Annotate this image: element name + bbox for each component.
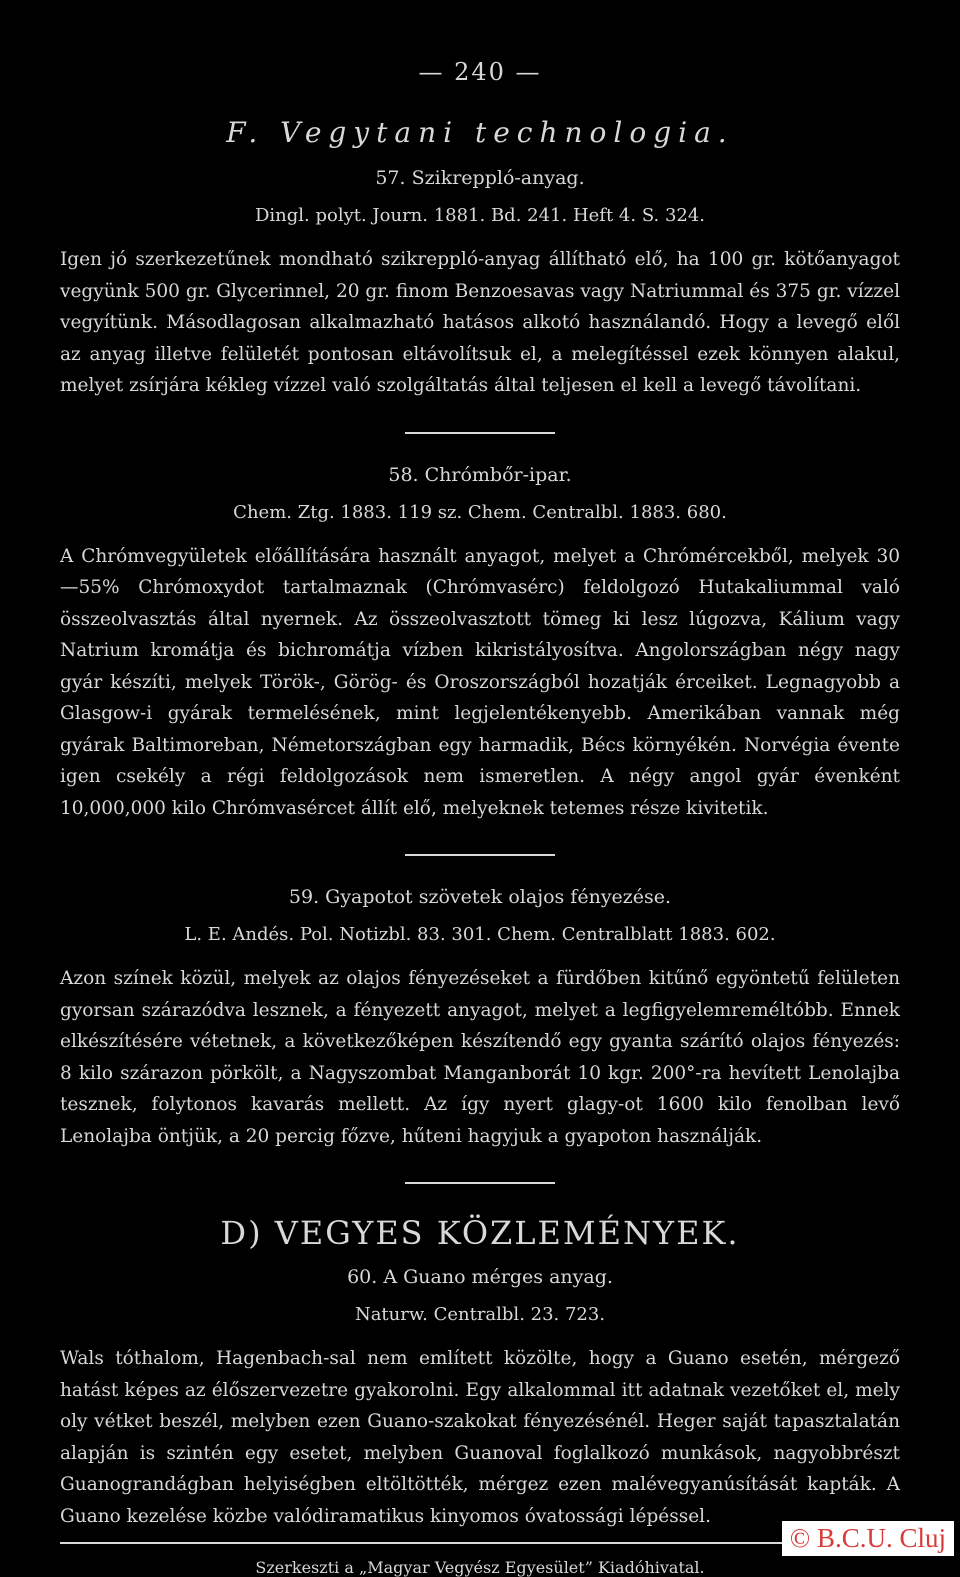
section-divider xyxy=(405,1182,555,1184)
document-page xyxy=(60,58,900,1577)
section-title: F. Vegytani technologia. xyxy=(226,116,734,149)
article-body: A Chrómvegyületek előállítására használt anyagot, melyet a Chrómércekből, melyek 30—55% Chrómoxydot tartalmaznak (Chrómvasérc) feldolgozó Hutakaliummal való összeolvasztás által nyernek. Az összeolvasztott tömeg ki lesz lúgozva, Kálium vagy Natrium kromátja és bichromátja vízben kikristályosítva. Angolországban négy nagy gyár készíti, melyek Török-, Görög- és Oroszországból hozatják érceiket. Legnagyobb a Glasgow-i gyárak termelésének, mint legjelentékenyebb. Amerikában vannak még gyárak Baltimoreban, Németországban egy harmadik, Bécs környékén. Norvégia évente igen csekély a régi feldolgozások nem ismeretlen. A négy angol gyár évenként 10,000,000 kilo Chrómvasércet állít elő, melyeknek tetemes része kivitetik. xyxy=(60,545,900,819)
section-divider xyxy=(405,854,555,856)
footer-note: Szerkeszti a „Magyar Vegyész Egyesület” Kiadóhivatal. xyxy=(255,1558,705,1577)
article-title: 58. Chrómbőr-ipar. xyxy=(388,463,572,486)
article-source: Naturw. Centralbl. 23. 723. xyxy=(354,1304,606,1325)
article-source: Chem. Ztg. 1883. 119 sz. Chem. Centralbl. 1883. 680. xyxy=(233,501,727,523)
article-58 xyxy=(60,464,900,825)
article-body: Igen jó szerkezetűnek mondható szikreppló-anyag állítható elő, ha 100 gr. kötőanyagot vegyünk 500 gr. Glycerinnel, 20 gr. finom Benzoesavas vagy Natriummal és 375 gr. vízzel vegyítünk. Másodlagosan alkalmazható hatásos alkotó használandó. Hogy a levegő elől az anyag illetve felületét pontosan eltávolítsuk el, a melegítéssel ezek könnyen alakul, melyet zsírjára kékleg vízzel való szolgáltatás által teljesen el kell a levegő távolítani. xyxy=(60,249,900,396)
article-body: Azon színek közül, melyek az olajos fényezéseket a fürdőben kitűnő egyöntetű felületen gyorsan szárazódva lesznek, a fényezett anyagot, melyet a legfigyelemreméltóbb. Ennek elkészítésére vétetnek, a következőképen készítendő egy gyanta szárító olajos fényezés: 8 kilo szárazon pörkölt, a Nagyszombat Manganborát 10 kgr. 200°-ra hevített Lenolajba tesznek, folytonos kavarás mellett. Az így nyert glagy-ot 1600 kilo fenolban levő Lenolajba öntjük, a 20 percig főzve, hűteni hagyjuk a gyapoton használják. xyxy=(60,968,900,1147)
misc-heading: D) VEGYES KÖZLEMÉNYEK. xyxy=(220,1214,740,1252)
article-source: Dingl. polyt. Journ. 1881. Bd. 241. Heft 4. S. 324. xyxy=(254,205,706,226)
article-57 xyxy=(60,167,900,402)
article-title: 60. A Guano mérges anyag. xyxy=(347,1266,613,1288)
article-60 xyxy=(60,1266,900,1532)
copyright-watermark: © B.C.U. Cluj xyxy=(782,1521,954,1556)
article-source: L. E. Andés. Pol. Notizbl. 83. 301. Chem. Centralblatt 1883. 602. xyxy=(184,924,776,945)
footer-rule xyxy=(60,1542,900,1544)
article-59 xyxy=(60,886,900,1152)
article-body: Wals tóthalom, Hagenbach-sal nem említett közölte, hogy a Guano esetén, mérgező hatást képes az élőszervezetre gyakorolni. Egy alkalommal itt adatnak vezetőket el, mely oly vétket beszél, melyben ezen Guano-szakokat fényezésénél. Heger saját tapasztalatán alapján is szintén egy esetet, melyben Guanoval foglalkozó munkások, nagyobbrészt Guanograndágban helyiségben eltöltötték, mérgez ezen malévegyanúsítását kapták. A Guano kezelése közbe valódiramatikus kinyomos óvatossági lépéssel. xyxy=(60,1348,900,1527)
article-title: 59. Gyapotot szövetek olajos fényezése. xyxy=(288,886,672,908)
page-number: — 240 — xyxy=(418,58,542,86)
article-title: 57. Szikreppló-anyag. xyxy=(375,167,585,189)
section-divider xyxy=(405,432,555,434)
